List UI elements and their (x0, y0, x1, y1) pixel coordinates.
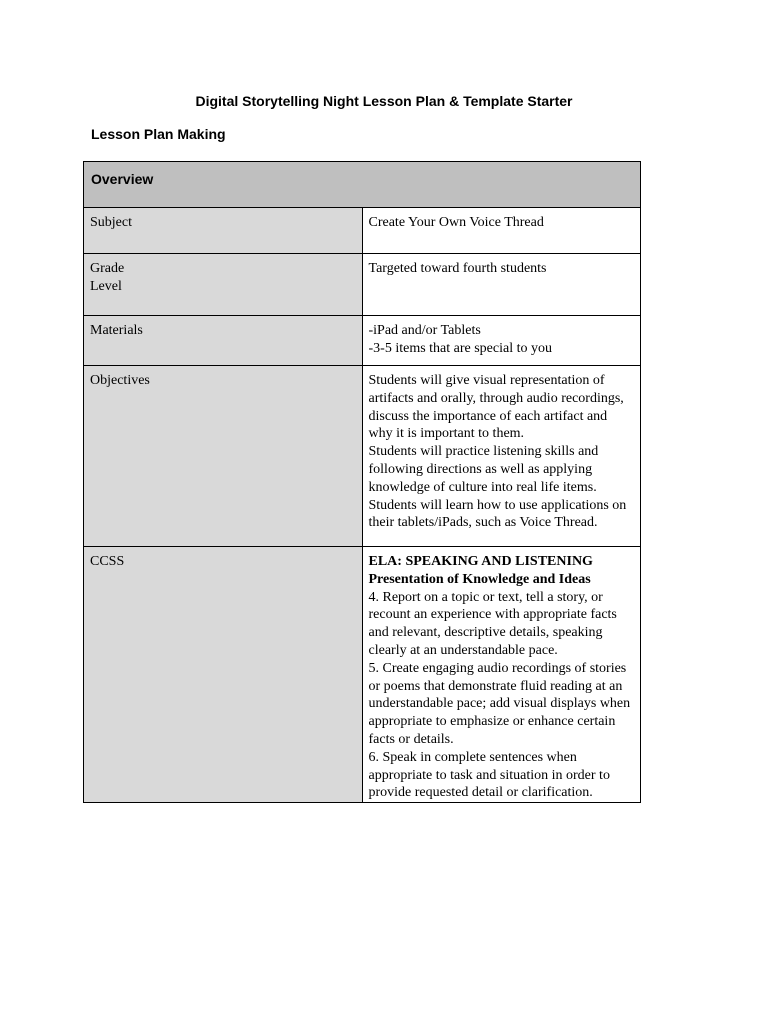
row-label-grade-level (84, 254, 362, 295)
table-row-grade-level (84, 254, 641, 316)
row-label-ccss: CCSS (90, 554, 125, 569)
materials-line-1: -iPad and/or Tablets (368, 323, 481, 338)
section-title: Lesson Plan Making (91, 126, 226, 142)
objective-item-2: Students will practice listening skills and following directions as well as applying knowledge of culture into real life items. (368, 444, 599, 495)
objective-item-3: Students will learn how to use applications on their tablets/iPads, such as Voice Thread. (368, 497, 627, 531)
overview-cell (84, 162, 641, 208)
row-value-grade-level (363, 254, 641, 278)
grade-label-line-2: Level (90, 278, 122, 294)
row-label-subject: Subject (90, 215, 132, 230)
label-cell-materials (84, 316, 363, 366)
lesson-plan-table (83, 161, 641, 803)
document-title: Digital Storytelling Night Lesson Plan & Template Starter (195, 93, 573, 109)
table-header-row (84, 162, 641, 208)
ccss-standard-5: 5. Create engaging audio recordings of stories or poems that demonstrate fluid reading at an understandable pace; add visual displays when appropriate to emphasize or enhance certain facts or details. (368, 660, 631, 747)
subject-line: Create Your Own Voice Thread (368, 215, 544, 230)
table-row-subject (84, 208, 641, 254)
value-cell-objectives (362, 366, 641, 547)
grade-level-line: Targeted toward fourth students (368, 261, 547, 276)
row-label-objectives: Objectives (90, 373, 150, 388)
row-value-objectives (363, 366, 641, 532)
table-row-materials (84, 316, 641, 366)
table-row-ccss (84, 547, 641, 803)
materials-line-2: -3-5 items that are special to you (368, 340, 552, 356)
row-value-subject (363, 208, 641, 232)
label-cell-subject (84, 208, 363, 254)
value-cell-subject (362, 208, 641, 254)
ccss-heading: ELA: SPEAKING AND LISTENING Presentation of Knowledge and Ideas (368, 554, 593, 587)
value-cell-ccss (362, 547, 641, 803)
row-value-ccss (363, 547, 641, 802)
value-cell-grade-level (362, 254, 641, 316)
table-row-objectives (84, 366, 641, 547)
label-cell-objectives (84, 366, 363, 547)
row-value-materials (363, 316, 641, 358)
value-cell-materials (362, 316, 641, 366)
objective-item-1: Students will give visual representation of artifacts and orally, through audio recordings, discuss the importance of each artifact and why it is important to them. (368, 373, 624, 442)
ccss-standard-4: 4. Report on a topic or text, tell a story, or recount an experience with appropriate facts and relevant, descriptive details, speaking clearly at an understandable pace. (368, 589, 617, 658)
grade-label-line-1: Grade (90, 261, 125, 276)
label-cell-grade-level (84, 254, 363, 316)
overview-heading: Overview (91, 171, 154, 187)
label-cell-ccss (84, 547, 363, 803)
row-label-materials: Materials (90, 323, 143, 338)
ccss-standard-6: 6. Speak in complete sentences when appropriate to task and situation in order to provide requested detail or clarification. (368, 749, 610, 801)
